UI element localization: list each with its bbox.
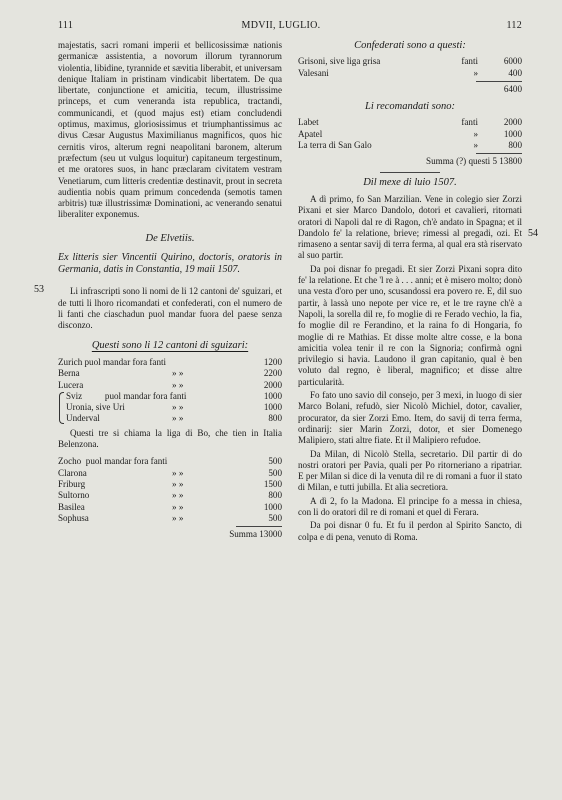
confederates-list — [298, 56, 522, 79]
row-name: Lucera — [58, 379, 84, 390]
table-row — [66, 402, 282, 413]
confed-total: 6400 — [503, 83, 522, 94]
separator — [380, 172, 440, 173]
paragraph-6: Da poi disnar 0 fu. Et fu il perdon al Spirito Sancto, di colpa e di pena, venuto di Roma. — [298, 520, 522, 542]
table-row — [58, 468, 282, 479]
paragraph-3: Fo fato uno savio dil consejo, per 3 mexi, in luogo di sier Marco Bolani, refudò, sier Nicolò Michiel, dotor, cavalier, procurator, da sier Zorzi Emo. Item, do savij di terra ferma, ordinarij: sier Marin Zorzi, dotor, et sier Domenego Malipiero, stati altre fiate. Et il Malipiero refudoe. — [298, 390, 522, 446]
running-title: MDVII, LUGLIO. — [241, 20, 321, 31]
table-row — [58, 357, 282, 368]
cantons-heading: Questi sono li 12 cantoni di sguizari: — [91, 339, 249, 351]
row-value: 500 — [268, 512, 282, 523]
row-unit: fanti — [461, 117, 478, 128]
row-name: Friburg — [58, 478, 86, 489]
row-name: Berna — [58, 368, 80, 379]
row-unit: » — [473, 140, 478, 151]
row-value: 1000 — [263, 402, 282, 413]
right-page-number: 112 — [506, 20, 522, 31]
row-name: Underval — [66, 413, 100, 424]
intro-paragraph: Li infrascripti sono li nomi de li 12 cantoni de' sguizari, et de tutti li lhoro ricomandati et confederati, con el numero de li fanti che ciaschadun puol mandar fuora del paese senza disconzo. — [58, 286, 282, 331]
row-value: 2200 — [263, 368, 282, 379]
table-row — [298, 68, 522, 79]
recommended-list — [298, 117, 522, 151]
table-row — [298, 56, 522, 67]
row-name: Sviz puol mandar fora fanti — [66, 390, 187, 401]
confed-rule — [476, 81, 522, 82]
row-ditto: » » — [172, 379, 184, 390]
table-row — [58, 368, 282, 379]
row-value: 800 — [268, 490, 282, 501]
table-row — [298, 140, 522, 151]
table-row — [66, 391, 282, 402]
row-ditto: » » — [172, 402, 184, 413]
row-value: 500 — [268, 456, 282, 467]
row-name: Zurich puol mandar fora fanti — [58, 356, 167, 367]
row-name: Sultorno — [58, 490, 90, 501]
group-note: Questi tre si chiama la liga di Bo, che tien in Italia Belenzona. — [58, 427, 282, 450]
row-value: 6000 — [503, 56, 522, 67]
row-value: 800 — [268, 413, 282, 424]
recom-rule — [476, 153, 522, 154]
paragraph-5: A dì 2, fo la Madona. El principe fo a messa in chiesa, con li do oratori dil re di romani et quel di Ferara. — [298, 495, 522, 517]
row-name: Basilea — [58, 501, 85, 512]
cantons-summa: Summa 13000 — [229, 529, 282, 540]
row-value: 500 — [268, 467, 282, 478]
row-ditto: » » — [172, 368, 184, 379]
table-row — [58, 490, 282, 501]
row-value: 1200 — [263, 356, 282, 367]
row-value: 1500 — [263, 478, 282, 489]
margin-number-left: 53 — [34, 284, 44, 295]
cantons-group-2 — [58, 391, 282, 425]
row-value: 2000 — [503, 117, 522, 128]
row-value: 1000 — [263, 501, 282, 512]
row-ditto: » » — [172, 501, 184, 512]
paragraph-4: Da Milan, di Nicolò Stella, secretario. Dil partir di do nostri oratori per Pavia, quali per Po ritorneriano a ripatriar. E per Milan si dice di la venuta dil re di romani a fuor il stato di Milan, e tutti jubilla. Et alia secretiora. — [298, 448, 522, 493]
section-title: De Elvetiis. — [145, 232, 195, 244]
paragraph-2: Da poi disnar fo pregadi. Et sier Zorzi Pixani sopra dito fe' la relatione. Et che 'l re à . . . anni; et è misero molto; donò una vesta d'oro per uno, scusandossi era povero re. E, dil suo partir, à lassà uno nepote per vice re, et le tre rayne ch'è a Napoli, la sorella dil re, fo moglie di re Ferado vechio, la fia, fo moglie dil re Ferandino, et la raina fo di Hongaria, fo moglie di re Mathias. Et disse molte altre cosse, e la bona amicitia volea tenir il re con la Signoria; confirmà ogni privilegio si havia. Laudono il gran capitanio, qual è ben voluto dal regno, è liberal, magnifico; et disse altre particularità. — [298, 263, 522, 387]
recom-heading: Li recomandati sono: — [364, 101, 456, 113]
cantons-group-3 — [58, 456, 282, 524]
table-row — [58, 479, 282, 490]
row-name: Sophusa — [58, 512, 89, 523]
row-unit: fanti — [461, 56, 478, 67]
row-ditto: » » — [172, 467, 184, 478]
month-title: Dil mexe di luio 1507. — [363, 176, 457, 188]
row-ditto: » » — [172, 478, 184, 489]
table-row — [66, 413, 282, 424]
row-value: 1000 — [263, 390, 282, 401]
table-row — [298, 117, 522, 128]
table-row — [58, 513, 282, 524]
row-unit: » — [473, 128, 478, 139]
row-name: Valesani — [298, 67, 329, 78]
recom-summa: Summa (?) questi 5 13800 — [426, 156, 522, 167]
sum-rule — [236, 526, 282, 527]
confed-heading: Confederati sono a questi: — [354, 40, 466, 51]
row-value: 2000 — [263, 379, 282, 390]
right-column — [298, 40, 522, 543]
row-name: La terra di San Galo — [298, 140, 372, 151]
margin-number-right: 54 — [528, 228, 538, 239]
row-value: 400 — [508, 67, 522, 78]
left-column — [58, 40, 282, 540]
row-name: Clarona — [58, 467, 87, 478]
row-value: 800 — [508, 140, 522, 151]
letter-title: Ex litteris sier Vincentii Quirino, doctoris, oratoris in Germania, datis in Constantia, 19 maii 1507. — [58, 252, 282, 276]
table-row — [298, 129, 522, 140]
row-ditto: » » — [172, 512, 184, 523]
paragraph-1: A dì primo, fo San Marzilian. Vene in colegio sier Zorzi Pixani et sier Marco Dandolo, dotori et cavalieri, ritornati oratori di Napoli dal re di Ragon, ch'è andato in Spagna; et il Dandolo fe' la relatione, brieve; rimessi al pregadi, ozi. Et rimaseno a sentar savij di terra ferma, al qual era stà riservato al suo partir. — [298, 193, 522, 261]
row-name: Uronia, sive Uri — [66, 402, 125, 413]
row-name: Apatel — [298, 128, 323, 139]
table-row — [58, 380, 282, 391]
opening-paragraph: majestatis, sacri romani imperii et bellicosissimæ nationis germanicæ assistentia, a novorum illorum tyrannorum violentia, libidine, tyrannide et sævitia liberabit, et universam denique Italiam in pristinam vindicabit libertatem. De qua libertate, conjunctione et amicitia, tecum, illustrissime princeps, et cum veneranda ista republica, tractandi, communicandi, et (quod majus est) etiam concludendi optimus, maximus, gloriosissimus et triumphantissimus ac divus Cæsar Augustus Maximilianus magnificos, quos hic cernitis viros, alterum regni neapolitani baronem, alterum præfectum (seu ut vulgus loquitur) capitaneum tergestinum, et me oratores suos, in hanc præclaram civitatem vestram Venetiarum, cum litteris credentiæ destinavit, prout in secreta audientia nobis quam primum concedenda (semotis tamen arbitris) tuæ illustrissimæ Dominationi, ac venerando senatui liberaliter exponemus. — [58, 40, 282, 220]
row-name: Grisoni, sive liga grisa — [298, 56, 381, 67]
row-name: Zocho puol mandar fora fanti — [58, 456, 168, 467]
left-page-number: 111 — [58, 20, 74, 31]
table-row — [58, 456, 282, 467]
cantons-group-1 — [58, 357, 282, 391]
table-row — [58, 502, 282, 513]
row-ditto: » » — [172, 413, 184, 424]
row-ditto: » » — [172, 490, 184, 501]
row-value: 1000 — [503, 128, 522, 139]
row-name: Labet — [298, 117, 319, 128]
row-unit: » — [473, 67, 478, 78]
